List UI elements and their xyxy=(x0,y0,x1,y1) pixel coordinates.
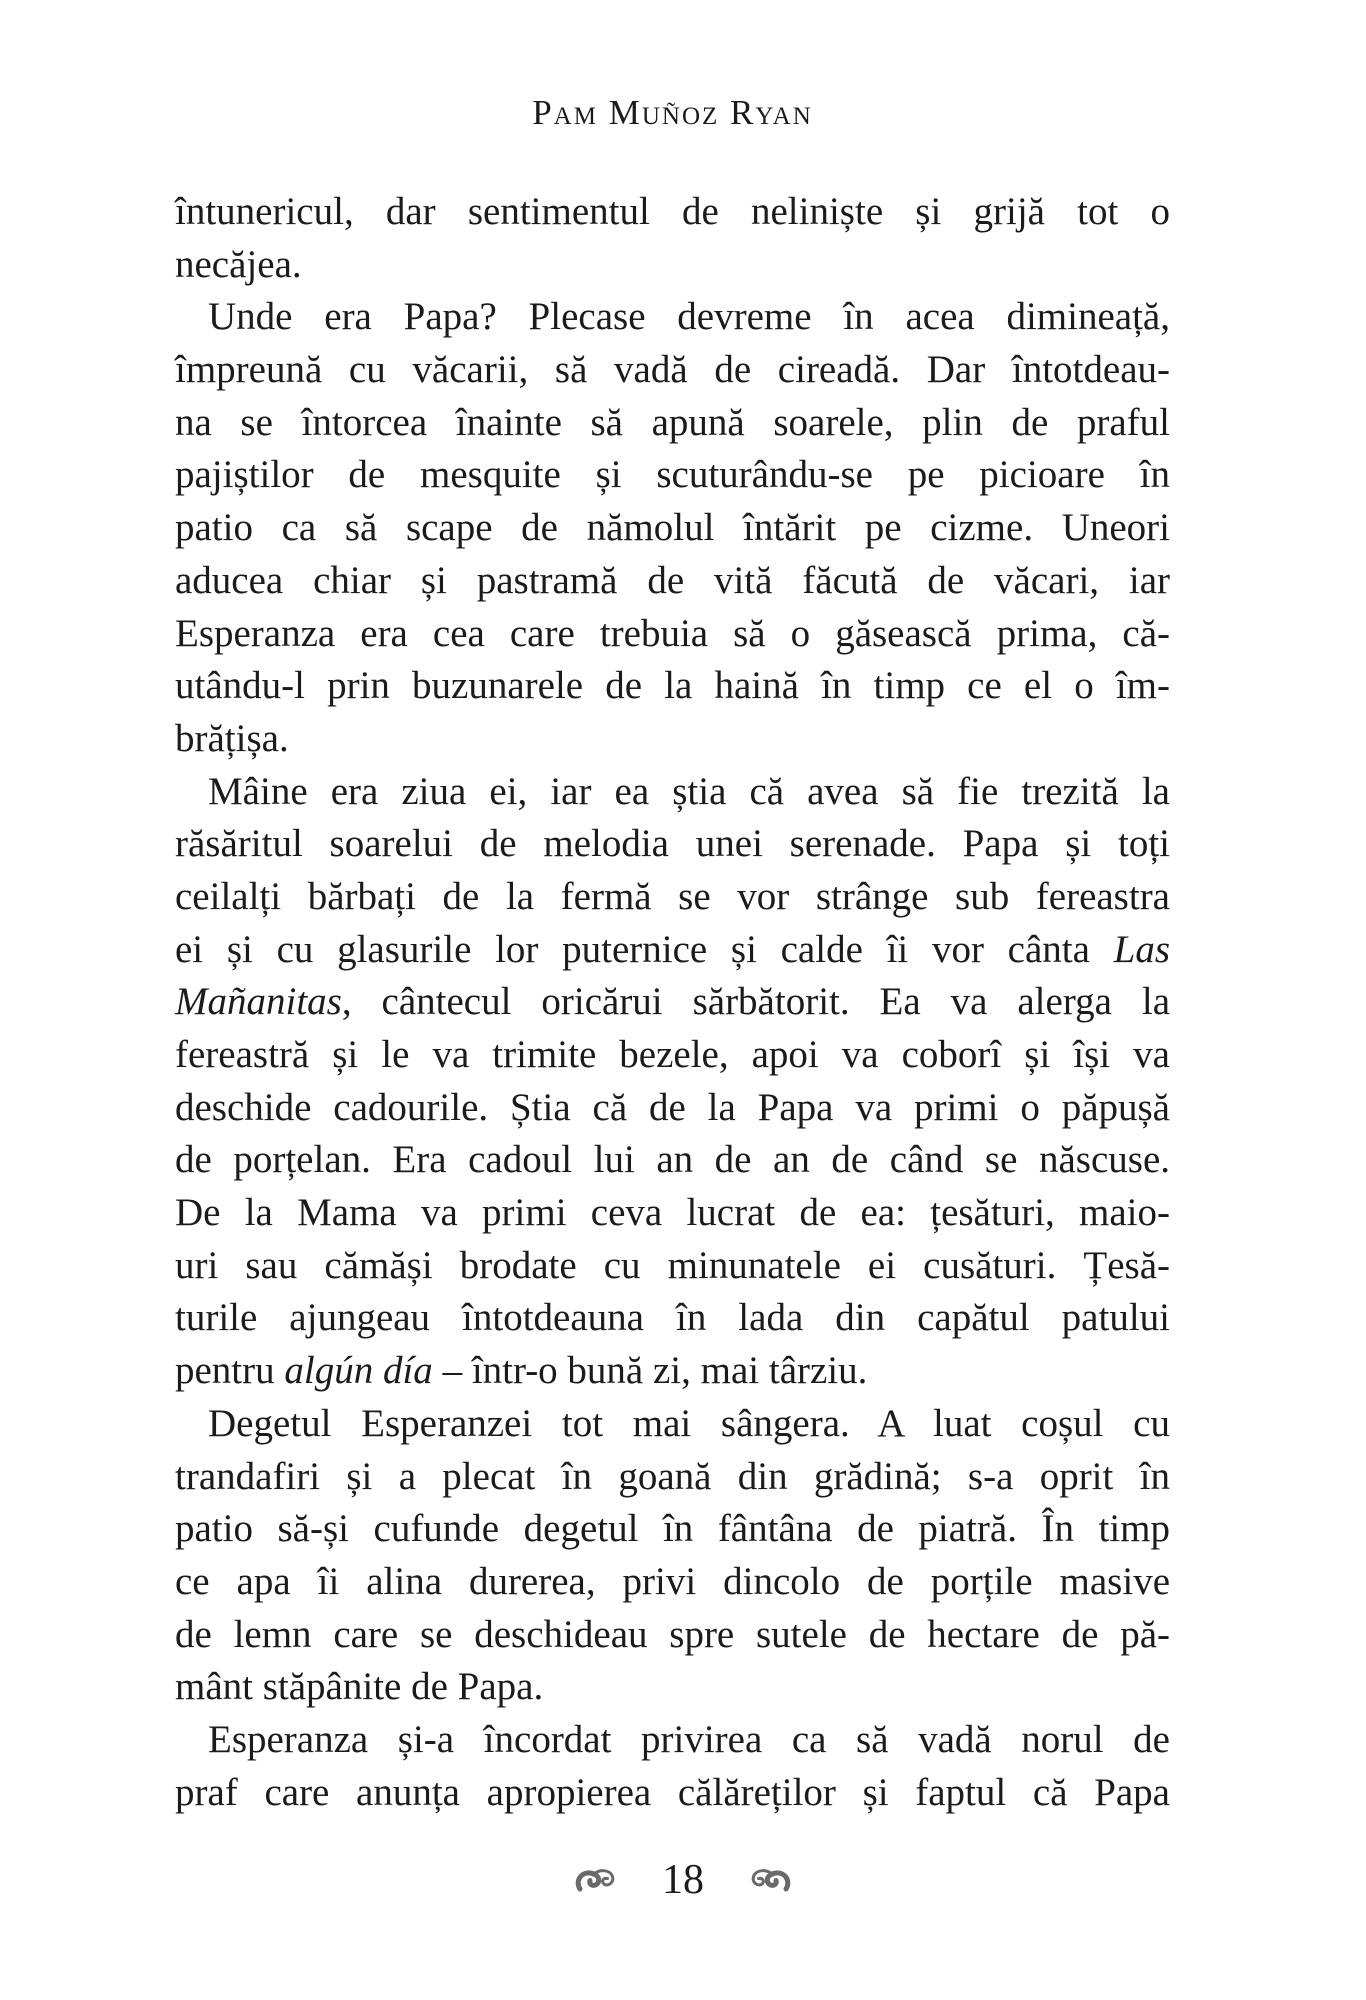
text-line: Mâine era ziua ei, iar ea știa că avea să fie trezită la xyxy=(208,769,1170,813)
text-line: ce apa îi alina durerea, privi dincolo de porțile masive xyxy=(175,1559,1170,1603)
fleuron-right-icon xyxy=(748,1866,792,1894)
body-text xyxy=(175,186,1170,1819)
text-line: fereastră și le va trimite bezele, apoi va coborî și își va xyxy=(175,1033,1170,1076)
text-line: împreună cu văcarii, să vadă de cireadă. Dar întotdeau- xyxy=(175,348,1170,392)
fleuron-left-icon xyxy=(574,1866,618,1894)
text-line: utându-l prin buzunarele de la haină în timp ce el o îm- xyxy=(175,664,1170,708)
text-line: mânt stăpânite de Papa. xyxy=(175,1665,544,1709)
text-line: întunericul, dar sentimentul de neliniște și grijă tot o xyxy=(175,190,1170,233)
running-header: Pam Muñoz Ryan xyxy=(532,93,813,132)
text-line: De la Mama va primi ceva lucrat de ea: țesături, maio- xyxy=(175,1191,1170,1235)
text-line: Unde era Papa? Plecase devreme în acea dimineață, xyxy=(208,295,1170,339)
text-line: ei și cu glasurile lor puternice și calde îi vor cânta Las xyxy=(175,927,1170,971)
text-line: praf care anunța apropierea călăreților și faptul că Papa xyxy=(175,1770,1170,1814)
text-line: de lemn care se deschideau spre sutele de hectare de pă- xyxy=(175,1612,1170,1656)
text-line: Esperanza era cea care trebuia să o găsească prima, că- xyxy=(175,611,1170,655)
text-line: patio ca să scape de nămolul întărit pe cizme. Uneori xyxy=(175,506,1170,550)
page-footer xyxy=(0,1850,1366,1910)
text-line: turile ajungeau întotdeauna în lada din capătul patului xyxy=(175,1296,1170,1340)
text-line: na se întorcea înainte să apună soarele, plin de praful xyxy=(175,400,1170,444)
text-line: Mañanitas, cântecul oricărui sărbătorit. Ea va alerga la xyxy=(175,980,1170,1024)
text-line: uri sau cămăși brodate cu minunatele ei cusături. Țesă- xyxy=(175,1243,1170,1287)
text-line: Degetul Esperanzei tot mai sângera. A luat coșul cu xyxy=(208,1401,1170,1445)
text-line: răsăritul soarelui de melodia unei serenade. Papa și toți xyxy=(175,822,1170,866)
text-line: trandafiri și a plecat în goană din grădină; s-a oprit în xyxy=(175,1454,1170,1498)
text-line: pentru algún día – într-o bună zi, mai târziu. xyxy=(175,1349,868,1393)
text-line: de porțelan. Era cadoul lui an de an de când se născuse. xyxy=(175,1138,1170,1182)
text-line: ceilalți bărbați de la fermă se vor strânge sub fereastra xyxy=(175,874,1170,918)
text-line: necăjea. xyxy=(175,242,302,286)
text-line: patio să-și cufunde degetul în fântâna de piatră. În timp xyxy=(175,1507,1170,1551)
text-line: deschide cadourile. Știa că de la Papa va primi o păpușă xyxy=(175,1085,1170,1129)
text-line: aducea chiar și pastramă de vită făcută de văcari, iar xyxy=(175,558,1170,602)
text-line: brățișa. xyxy=(175,716,289,760)
text-line: pajiștilor de mesquite și scuturându-se pe picioare în xyxy=(175,453,1170,497)
text-line: Esperanza și-a încordat privirea ca să vadă norul de xyxy=(208,1717,1170,1761)
page-number: 18 xyxy=(662,1857,704,1903)
